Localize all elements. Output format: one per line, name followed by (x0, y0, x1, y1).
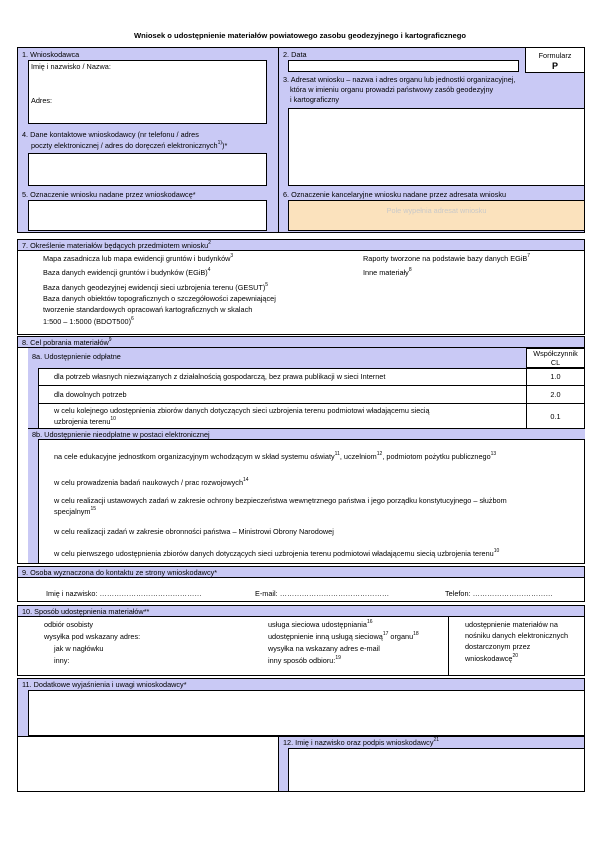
coefficient-header-1: Współczynnik (533, 349, 578, 358)
office-reference-field (288, 200, 585, 231)
delivery-option[interactable]: udostępnienie inną usługą sieciową$^{17}$ organu$^{18}$ (268, 631, 419, 641)
material-item[interactable]: Inne materiały$^8$ (363, 267, 412, 277)
material-item-cont: tworzenie standardowych opracowań kartograficznych w skalach (43, 305, 253, 314)
delivery-option[interactable]: jak w nagłówku (54, 644, 104, 653)
section-8-label: 8. Cel pobrania materiałów$^9$ (22, 337, 112, 347)
contact-data-field[interactable] (28, 153, 267, 186)
delivery-option-cont: wnioskodawcę$^{20}$ (465, 653, 519, 663)
date-field[interactable] (288, 60, 519, 72)
section-4-label-2: poczty elektronicznej / adres do doręczeń elektronicznych$^{1)}$)* (31, 140, 228, 150)
free-purpose-row[interactable]: na cele edukacyjne jednostkom organizacyjnym wchodzącym w skład systemu oświaty$^{11}$, uczelniom$^{12}$, podmiotom pożytku publicznego$^{13}$ (54, 451, 497, 461)
form-label: Formularz (538, 51, 572, 60)
name-label: Imię i nazwisko / Nazwa: (31, 62, 111, 71)
section-6-label: 6. Oznaczenie kancelaryjne wniosku nadane przez adresata wniosku (283, 190, 507, 199)
section-8b-label: 8b. Udostępnienie nieodpłatne w postaci elektronicznej (32, 430, 210, 439)
document-title: Wniosek o udostępnienie materiałów powiatowego zasobu geodezyjnego i kartograficznego (133, 31, 467, 40)
section-3-label: 3. Adresat wniosku – nazwa i adres organu lub jednostki organizacyjnej, (283, 75, 516, 84)
free-purpose-row-cont: specjalnym$^{15}$ (54, 506, 97, 516)
section-2-label: 2. Data (283, 50, 307, 59)
section-1-label: 1. Wnioskodawca (22, 50, 80, 59)
addressee-field[interactable] (288, 108, 585, 186)
material-item[interactable]: Raporty tworzone na podstawie bazy danych EGiB$^7$ (363, 253, 531, 263)
delivery-option[interactable]: odbiór osobisty (44, 620, 94, 629)
paid-purpose-row[interactable]: w celu kolejnego udostępnienia zbiorów danych dotyczących sieci uzbrojenia terenu podmiotowi władającemu siecią (54, 406, 430, 415)
coefficient-header-2: CL (550, 358, 561, 367)
office-reference-placeholder: Pole wypełnia adresat wniosku (386, 206, 487, 215)
section-9-label: 9. Osoba wyznaczona do kontaktu ze strony wnioskodawcy* (22, 568, 218, 577)
free-purpose-row[interactable]: w celu realizacji zadań w zakresie obronności państwa – Ministrowi Obrony Narodowej (54, 527, 334, 536)
free-purpose-row[interactable]: w celu realizacji ustawowych zadań w zakresie ochrony bezpieczeństwa wewnętrznego państwa i jego porządku konstytucyjnego – służbom (54, 496, 507, 505)
free-purpose-row[interactable]: w celu pierwszego udostępnienia zbiorów danych dotyczących sieci uzbrojenia terenu podmiotowi władającemu siecią uzbrojenia terenu$^{10}$ (54, 548, 500, 558)
delivery-option[interactable]: udostępnienie materiałów na (465, 620, 558, 629)
coefficient-value: 0.1 (550, 412, 561, 421)
paid-purpose-row[interactable]: dla dowolnych potrzeb (54, 390, 127, 399)
section-3-label-3: i kartograficzny (290, 95, 340, 104)
contact-phone-field[interactable]: Telefon: …………………………… (445, 589, 553, 598)
material-item[interactable]: Baza danych ewidencji gruntów i budynków (EGiB)$^4$ (43, 267, 211, 277)
delivery-option[interactable]: wysyłka pod wskazany adres: (44, 632, 141, 641)
delivery-option[interactable]: usługa sieciowa udostępniania$^{16}$ (268, 619, 373, 629)
contact-email-field[interactable]: E-mail: ……………………………………… (255, 589, 390, 598)
free-purpose-row[interactable]: w celu prowadzenia badań naukowych / prac rozwojowych$^{14}$ (54, 477, 249, 487)
material-item[interactable]: Mapa zasadnicza lub mapa ewidencji gruntów i budynków$^3$ (43, 253, 234, 263)
form-code: P (551, 61, 558, 71)
signature-field[interactable] (288, 748, 585, 792)
section-3-label-2: która w imieniu organu prowadzi państwowy zasób geodezyjny (290, 85, 494, 94)
material-item[interactable]: Baza danych geodezyjnej ewidencji sieci uzbrojenia terenu (GESUT)$^5$ (43, 282, 269, 292)
section-5-label: 5. Oznaczenie wniosku nadane przez wnioskodawcę* (22, 190, 196, 199)
section-11-label: 11. Dodatkowe wyjaśnienia i uwagi wnioskodawcy* (22, 680, 187, 689)
section-8a-label: 8a. Udostępnienie odpłatne (32, 352, 121, 361)
applicant-reference-field[interactable] (28, 200, 267, 231)
delivery-option-cont: nośniku danych elektronicznych (465, 631, 569, 640)
delivery-option[interactable]: inny: (54, 656, 70, 665)
material-item[interactable]: Baza danych obiektów topograficznych o szczegółowości zapewniającej (43, 294, 276, 303)
delivery-option[interactable]: inny sposób odbioru:$^{19}$ (268, 655, 341, 665)
coefficient-value: 2.0 (550, 390, 561, 399)
paid-purpose-row-cont: uzbrojenia terenu$^{10}$ (54, 416, 116, 426)
section-4-label: 4. Dane kontaktowe wnioskodawcy (nr telefonu / adres (22, 130, 199, 139)
paid-purpose-row[interactable]: dla potrzeb własnych niezwiązanych z działalnością gospodarczą, bez prawa publikacji w sieci Internet (54, 372, 386, 381)
section-7-label: 7. Określenie materiałów będących przedmiotem wniosku$^2$ (22, 240, 211, 250)
delivery-option[interactable]: wysyłka na wskazany adres e-mail (268, 644, 380, 653)
coefficient-value: 1.0 (550, 372, 561, 381)
delivery-option-cont: dostarczonym przez (465, 642, 531, 651)
address-label: Adres: (31, 96, 53, 105)
contact-name-field[interactable]: Imię i nazwisko: …………………………………… (46, 589, 202, 598)
section-10-label: 10. Sposób udostępnienia materiałów** (22, 607, 150, 616)
section-12-label: 12. Imię i nazwisko oraz podpis wnioskodawcy$^{21}$ (283, 737, 440, 747)
material-item-cont: 1:500 – 1:5000 (BDOT500)$^6$ (43, 316, 134, 326)
